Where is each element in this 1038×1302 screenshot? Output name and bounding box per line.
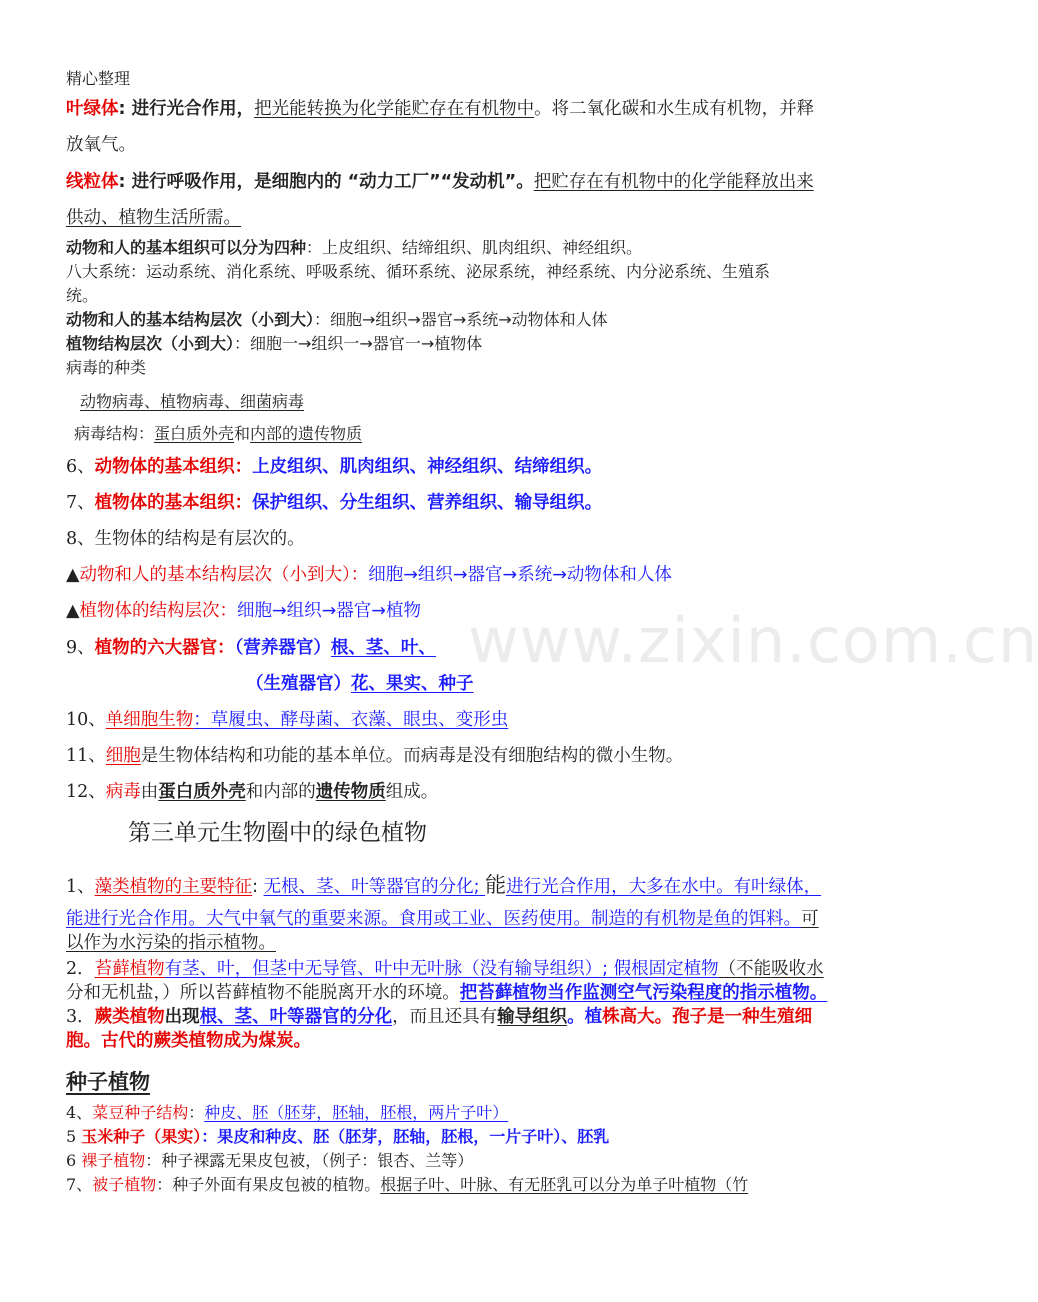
item-9: 9、植物的六大器官：（营养器官）根、茎、叶、 [66,638,436,658]
item-9-cont: （生殖器官）花、果实、种子 [246,674,474,694]
line-virus-types: 动物病毒、植物病毒、细菌病毒 [80,392,305,411]
fern-line-2: 胞。古代的蕨类植物成为煤炭。 [66,1031,311,1051]
line-mitochondria: 线粒体: 进行呼吸作用，是细胞内的 “动力工厂”“发动机”。把贮存在有机物中的化学能释放出来 [66,172,814,192]
line-tissues: 动物和人的基本组织可以分为四种：上皮组织、结缔组织、肌肉组织、神经组织。 [66,238,643,257]
algae-line-1: 1、藻类植物的主要特征: 无根、茎、叶等器官的分化; 能进行光合作用，大多在水中。有叶绿体， [66,873,822,897]
item-12: 12、病毒由蛋白质外壳和内部的遗传物质组成。 [66,782,439,802]
item-8: 8、生物体的结构是有层次的。 [66,529,305,549]
algae-line-3: 以作为水污染的指示植物。 [66,933,276,953]
watermark: www.zixin.com.cn [468,604,1038,677]
line-mitochondria-cont: 供动、植物生活所需。 [66,208,241,228]
moss-line-1: 2．苔藓植物有茎、叶，但茎中无导管、叶中无叶脉（没有输导组织）; 假根固定植物（不能吸收水 [66,959,824,979]
moss-line-2: 分和无机盐，）所以苔藓植物不能脱离开水的环境。把苔藓植物当作监测空气污染程度的指示植物。 [66,983,828,1003]
line-animal-levels: 动物和人的基本结构层次（小到大）：细胞→组织→器官→系统→动物体和人体 [66,310,608,329]
triangle-icon: ▲ [66,565,80,585]
item-plant-levels: ▲植物体的结构层次：细胞→组织→器官→植物 [66,601,421,621]
fern-line-1: 3．蕨类植物出现根、茎、叶等器官的分化，而且还具有输导组织。植株高大。孢子是一种生殖细 [66,1007,813,1027]
line-virus-types-title: 病毒的种类 [66,358,147,377]
line-chloroplast: 叶绿体: 进行光合作用，把光能转换为化学能贮存在有机物中。将二氧化碳和水生成有机物，并释 [66,99,815,119]
line-plant-levels: 植物结构层次（小到大）：细胞一→组织一→器官一→植物体 [66,334,483,353]
line-systems: 八大系统：运动系统、消化系统、呼吸系统、循环系统、泌尿系统，神经系统、内分泌系统、生殖系 [66,262,771,281]
seed-plants-heading: 种子植物 [66,1070,150,1094]
term-chloroplast: 叶绿体 [66,99,119,119]
item-5-corn: 5 玉米种子（果实）：果皮和种皮、胚（胚芽，胚轴，胚根，一片子叶）、胚乳 [66,1127,610,1146]
algae-line-2: 能进行光合作用。大气中氧气的重要来源。食用或工业、医药使用。制造的有机物是鱼的饵料。可 [66,909,819,929]
triangle-icon: ▲ [66,601,80,621]
item-7: 7、植物体的基本组织：保护组织、分生组织、营养组织、输导组织。 [66,493,603,513]
line-virus-structure: 病毒结构：蛋白质外壳和内部的遗传物质 [74,424,363,443]
line-chloroplast-cont: 放氧气。 [66,135,136,155]
item-6-gymnosperm: 6 裸子植物：种子裸露无果皮包被，（例子：银杏、兰等） [66,1151,474,1170]
item-animal-levels: ▲动物和人的基本结构层次（小到大）：细胞→组织→器官→系统→动物体和人体 [66,565,672,585]
item-4-bean: 4、菜豆种子结构：种皮、胚（胚芽，胚轴，胚根，两片子叶） [66,1103,509,1122]
section-heading: 第三单元生物圈中的绿色植物 [128,820,427,846]
item-6: 6、动物体的基本组织：上皮组织、肌肉组织、神经组织、结缔组织。 [66,457,603,477]
page-header: 精心整理 [66,69,131,88]
item-10: 10、单细胞生物：草履虫、酵母菌、衣藻、眼虫、变形虫 [66,710,509,730]
term-mitochondria: 线粒体 [66,172,119,192]
item-7-angiosperm: 7、被子植物：种子外面有果皮包被的植物。根据子叶、叶脉、有无胚乳可以分为单子叶植物（竹 [66,1175,749,1194]
item-11: 11、细胞是生物体结构和功能的基本单位。而病毒是没有细胞结构的微小生物。 [66,746,684,766]
line-systems-cont: 统。 [66,286,99,305]
